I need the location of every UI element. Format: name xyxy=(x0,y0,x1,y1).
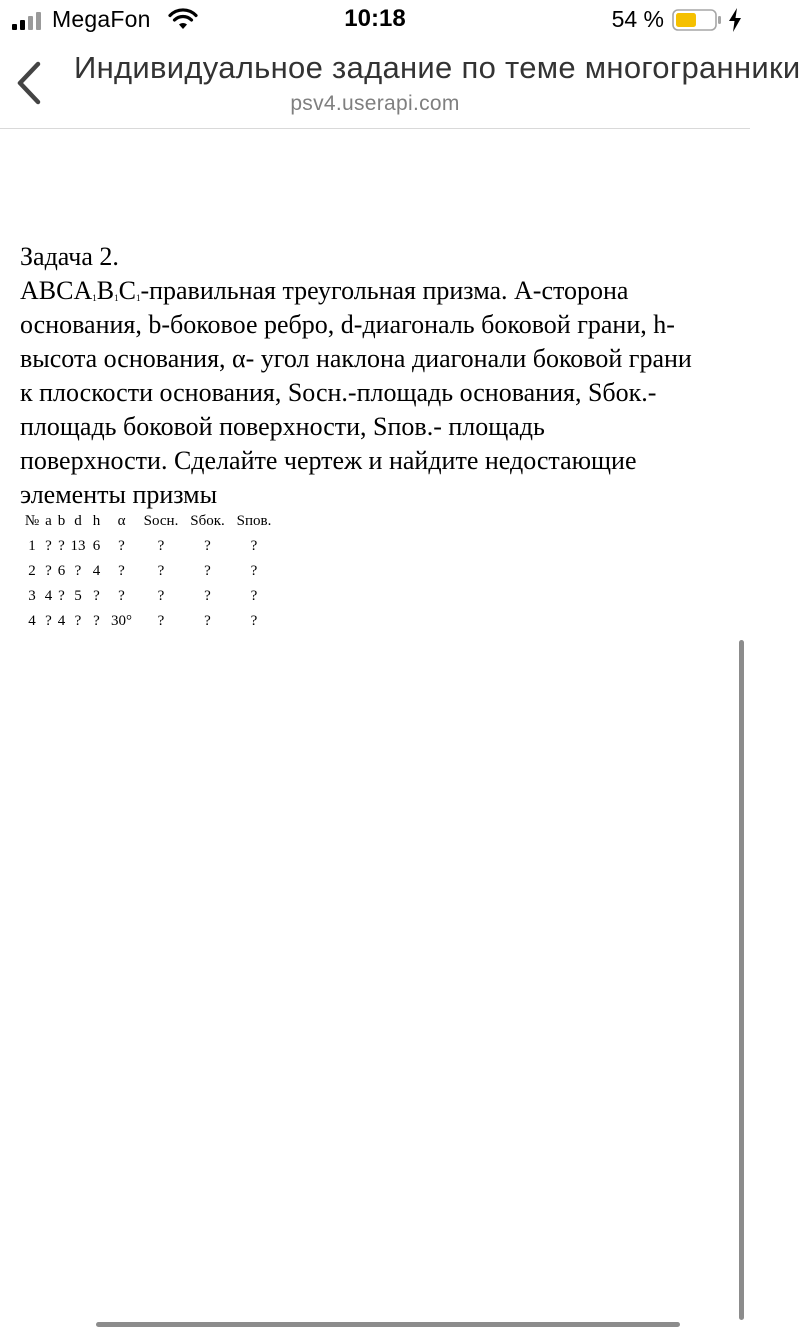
battery-percent: 54 % xyxy=(611,6,664,32)
table-cell: ? xyxy=(118,538,125,554)
table-cell: ? xyxy=(58,538,65,554)
charging-bolt-icon xyxy=(728,8,742,32)
table-row xyxy=(22,534,277,559)
task-line-6: поверхности. Сделайте чертеж и найдите недостающие xyxy=(20,446,637,475)
subscript: 1 xyxy=(135,293,141,303)
table-header-row xyxy=(22,509,277,534)
table-cell: ? xyxy=(58,588,65,604)
table-cell: ? xyxy=(250,538,258,554)
table-cell: ? xyxy=(74,563,82,579)
vertical-scrollbar[interactable] xyxy=(739,640,744,1320)
table-row xyxy=(22,609,277,634)
table-header: № xyxy=(24,513,40,529)
task-line-1-text: -правильная треугольная призма. A-сторона xyxy=(140,276,629,305)
status-bar xyxy=(0,0,750,40)
table-cell: ? xyxy=(157,538,165,554)
clock: 10:18 xyxy=(344,5,406,32)
table-header: d xyxy=(74,513,82,529)
table-cell: 2 xyxy=(28,563,36,579)
table-header: a xyxy=(45,513,52,529)
task-heading: Задача 2. xyxy=(20,242,119,271)
page-url: psv4.userapi.com xyxy=(290,92,460,115)
table-cell: ? xyxy=(250,588,258,604)
task-line-4: к плоскости основания, Sосн.-площадь основания, Sбок.- xyxy=(20,378,657,407)
task-line-7: элементы призмы xyxy=(20,480,218,509)
table-header: α xyxy=(117,513,126,529)
table-cell: 5 xyxy=(74,588,82,604)
table-cell: ? xyxy=(204,613,211,629)
task-line-2: основания, b-боковое ребро, d-диагональ боковой грани, h- xyxy=(20,310,675,339)
subscript: 1 xyxy=(92,293,97,303)
table-cell: 3 xyxy=(28,588,36,604)
table-cell: ? xyxy=(250,613,258,629)
table-cell: 4 xyxy=(57,613,66,629)
task-line-5: площадь боковой поверхности, Sпов.- площадь xyxy=(20,412,545,441)
table-cell: ? xyxy=(157,613,165,629)
table-cell: 1 xyxy=(28,538,36,554)
horizontal-scrollbar[interactable] xyxy=(96,1322,680,1327)
table-row xyxy=(22,559,277,584)
table-header: Sбок. xyxy=(190,513,225,529)
table-cell: ? xyxy=(204,588,211,604)
table-cell: 6 xyxy=(57,563,66,579)
table-header: b xyxy=(57,513,66,529)
table-cell: 6 xyxy=(92,538,101,554)
task-line-1 xyxy=(20,274,760,308)
table-row xyxy=(22,584,277,609)
table-cell: 4 xyxy=(44,588,53,604)
subscript: 1 xyxy=(114,293,119,303)
table-cell: ? xyxy=(74,613,82,629)
task-line-3: высота основания, α- угол наклона диагонали боковой грани xyxy=(20,344,692,373)
table-cell: ? xyxy=(45,563,52,579)
table-header: h xyxy=(92,513,101,529)
table-cell: ? xyxy=(93,613,100,629)
battery-icon xyxy=(672,9,722,31)
table-cell: ? xyxy=(118,563,125,579)
table-cell: ? xyxy=(204,563,211,579)
table-header: Sосн. xyxy=(143,513,179,529)
table-cell: ? xyxy=(118,588,125,604)
table-cell: ? xyxy=(157,588,165,604)
table-cell: 30° xyxy=(111,613,132,629)
table-cell: 4 xyxy=(92,563,101,579)
prism-vertex-c: C xyxy=(118,276,136,305)
table-cell: ? xyxy=(45,613,52,629)
prism-vertex-b: B xyxy=(96,276,115,305)
table-header: Sпов. xyxy=(236,513,272,529)
table-cell: ? xyxy=(93,588,100,604)
prism-vertices-a: ABCA xyxy=(20,276,93,305)
table-cell: ? xyxy=(250,563,258,579)
table-cell: ? xyxy=(204,538,211,554)
task-table xyxy=(22,509,277,634)
table-cell: ? xyxy=(157,563,165,579)
page-title: Индивидуальное задание по теме многогранники xyxy=(74,50,800,85)
table-cell: 4 xyxy=(28,613,36,629)
navigation-header xyxy=(0,40,800,129)
document-content xyxy=(20,240,760,512)
carrier-name: MegaFon xyxy=(52,6,151,32)
table-cell: 13 xyxy=(70,538,86,554)
table-cell: ? xyxy=(45,538,52,554)
